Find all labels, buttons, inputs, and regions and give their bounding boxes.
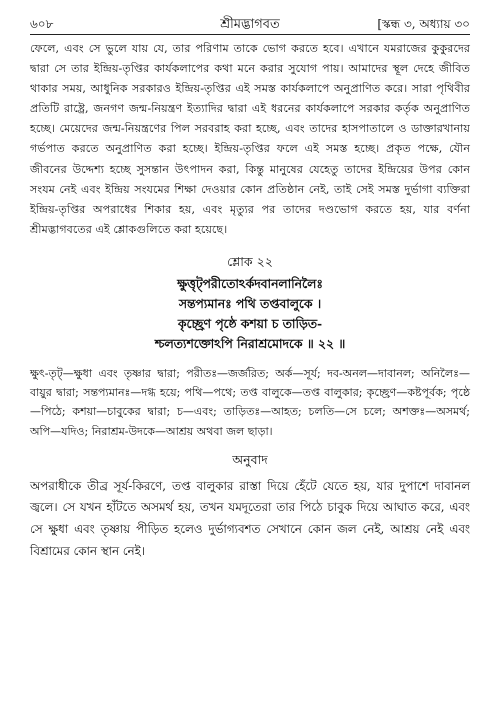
chapter-reference: [স্কন্ধ ৩, অধ্যায় ৩০ <box>377 17 470 31</box>
translation-paragraph: অপরাধীকে তীব্র সূর্য-কিরণে, তপ্ত বালুকার রাস্তা দিয়ে হেঁটে যেতে হয়, যার দুপাশে দাবানল জ্বলে। সে যখন হাঁটতে অসমর্থ হয়, তখন যমদূতেরা তার পিঠে চাবুক দিয়ে আঘাত করে, এবং সে ক্ষুধা এবং তৃষ্ণায় পীড়িত হলেও দুর্ভাগ্যবশত সেখানে কোন জল নেই, আশ্রয় নেই এবং বিশ্রামের কোন স্থান নেই। <box>30 478 470 558</box>
verse-block <box>30 252 470 354</box>
page-header <box>30 12 470 32</box>
verse-line-2: সন্তপ্যমানঃ পথি তপ্তবালুকে । <box>178 295 322 311</box>
verse-line-1: ক্ষুত্তৃট্‌পরীতোঽর্কদবানলানিলৈঃ <box>177 275 323 291</box>
page-number: ৬০৮ <box>30 17 54 31</box>
book-title: শ্রীমদ্ভাগবত <box>220 17 280 32</box>
verse-line-3: কৃচ্ছ্রেণ পৃষ্ঠে কশয়া চ তাড়িত- <box>177 315 323 331</box>
synonyms-paragraph: ক্ষুৎ-তৃট্—ক্ষুধা এবং তৃষ্ণার দ্বারা; পরীতঃ—জর্জরিত; অর্ক—সূর্য; দব-অনল—দাবানল; অনিলৈঃ—বায়ুর দ্বারা; সন্তপ্যমানঃ—দগ্ধ হয়ে; পথি—পথে; তপ্ত বালুকে—তপ্ত বালুকার; কৃচ্ছ্রেণ—কষ্টপূর্বক; পৃষ্ঠে—পিঠে; কশয়া—চাবুকের দ্বারা; চ—এবং; তাড়িতঃ—আহত; চলতি—সে চলে; অশক্তঃ—অসমর্থ; অপি—যদিও; নিরাশ্রম-উদকে—আশ্রয় অথবা জল ছাড়া। <box>30 366 470 438</box>
translation-heading: অনুবাদ <box>232 451 268 467</box>
purport-paragraph: ফেলে, এবং সে ভুলে যায় যে, তার পরিণাম তাকে ভোগ করতে হবে। এখানে যমরাজের কুকুরদের দ্বারা সে তার ইন্দ্রিয়-তৃপ্তির কার্যকলাপের কথা মনে করার সুযোগ পায়। আমাদের স্থূল দেহে জীবিত থাকার সময়, আধুনিক সরকারও ইন্দ্রিয়-তৃপ্তির এই সমস্ত কার্যকলাপে অনুপ্রাণিত করে। সারা পৃথিবীর প্রতিটি রাষ্ট্রে, জনগণ জন্ম-নিয়ন্ত্রণ ইত্যাদির দ্বারা এই ধরনের কার্যকলাপে সরকার কর্তৃক অনুপ্রাণিত হচ্ছে। মেয়েদের জন্ম-নিয়ন্ত্রণের পিল সরবরাহ করা হচ্ছে, এবং তাদের হাসপাতালে ও ডাক্তারখানায় গর্ভপাত করতে অনুপ্রাণিত করা হচ্ছে। ইন্দ্রিয়-তৃপ্তির ফলে এই সমস্ত হচ্ছে। প্রকৃত পক্ষে, যৌন জীবনের উদ্দেশ্য হচ্ছে সুসন্তান উৎপাদন করা, কিন্তু মানুষের যেহেতু তাদের ইন্দ্রিয়ের উপর কোন সংযম নেই এবং ইন্দ্রিয় সংযমের শিক্ষা দেওয়ার কোন প্রতিষ্ঠান নেই, তাই সেই সমস্ত দুর্ভাগা ব্যক্তিরা ইন্দ্রিয়-তৃপ্তির অপরাধের শিকার হয়, এবং মৃত্যুর পর তাদের দণ্ডভোগ করতে হয়, যার বর্ণনা শ্রীমদ্ভাগবতের এই শ্লোকগুলিতে করা হয়েছে। <box>30 42 470 236</box>
verse-line-4: শ্চলত্যশক্তোঽপি নিরাশ্রমোদকে ॥ ২২ ॥ <box>154 335 346 351</box>
verse-heading: শ্লোক ২২ <box>227 253 273 269</box>
book-page <box>30 12 470 574</box>
